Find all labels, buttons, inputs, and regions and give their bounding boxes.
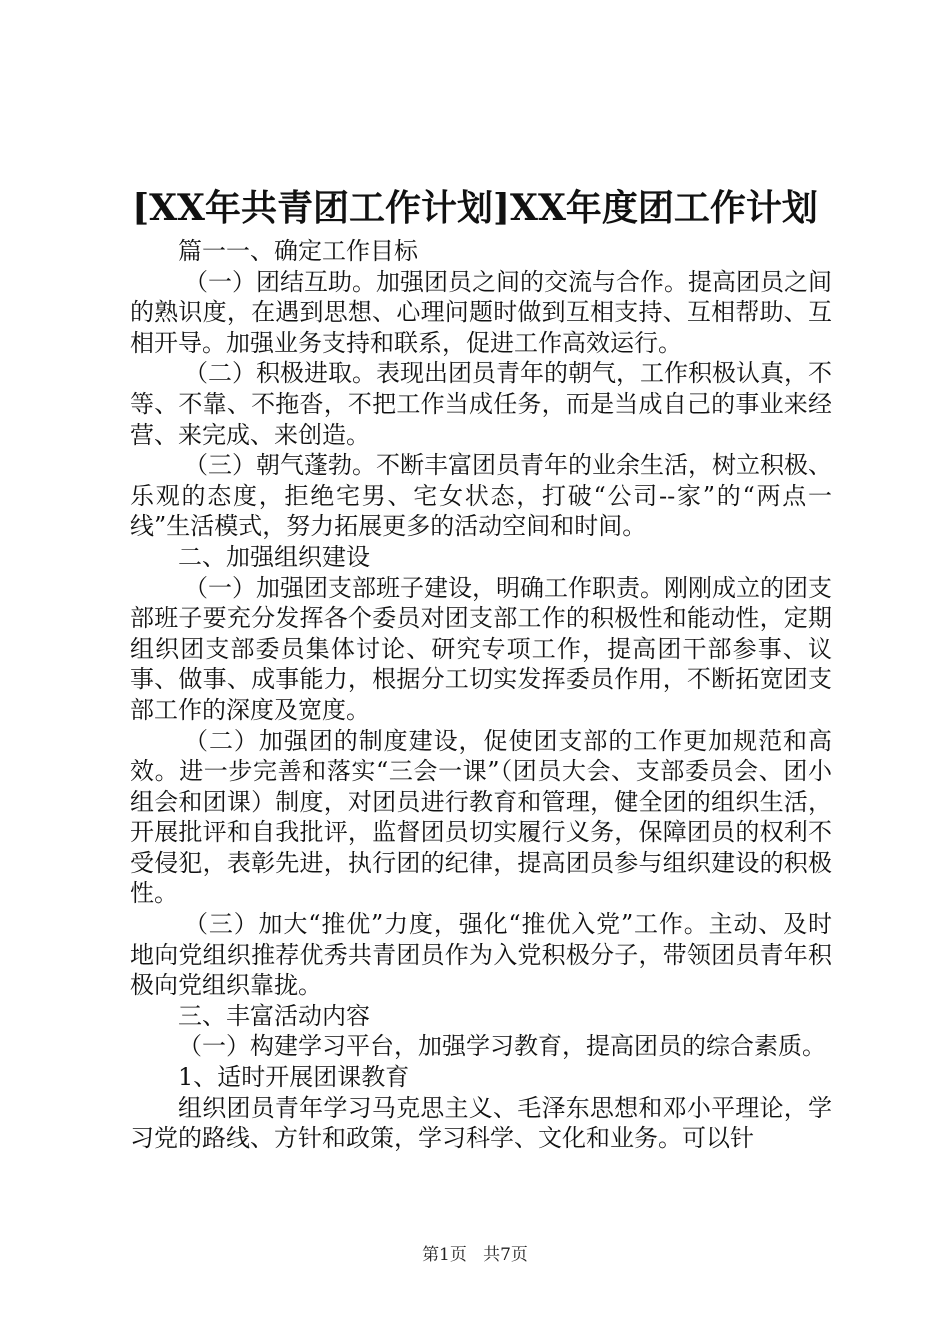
paragraph: （一）团结互助。加强团员之间的交流与合作。提高团员之间的熟识度，在遇到思想、心理问题时做到互相支持、互相帮助、互相开导。加强业务支持和联系，促进工作高效运行。 <box>130 267 832 357</box>
paragraph: 1、适时开展团课教育 <box>178 1063 410 1092</box>
page-total: 共7页 <box>483 1245 528 1265</box>
paragraph: （一）构建学习平台，加强学习教育，提高团员的综合素质。 <box>178 1032 826 1061</box>
paragraph: （二）积极进取。表现出团员青年的朝气，工作积极认真，不等、不靠、不拖沓，不把工作当成任务，而是当成自己的事业来经营、来完成、来创造。 <box>130 359 832 449</box>
paragraph: 三、丰富活动内容 <box>178 1001 370 1030</box>
paragraph: 篇一一、确定工作目标 <box>178 237 418 265</box>
paragraph: （三）朝气蓬勃。不断丰富团员青年的业余生活，树立积极、乐观的态度，拒绝宅男、宅女状态，打破“公司--家”的“两点一线”生活模式，努力拓展更多的活动空间和时间。 <box>130 451 832 541</box>
paragraph: （一）加强团支部班子建设，明确工作职责。刚刚成立的团支部班子要充分发挥各个委员对团支部工作的积极性和能动性，定期组织团支部委员集体讨论、研究专项工作，提高团干部参事、议事、做事、成事能力，根据分工切实发挥委员作用，不断拓宽团支部工作的深度及宽度。 <box>130 573 832 724</box>
document-body <box>130 236 832 1154</box>
page-number: 第1页 <box>422 1245 467 1265</box>
paragraph: 二、加强组织建设 <box>178 542 370 571</box>
paragraph: （三）加大“推优”力度，强化“推优入党”工作。主动、及时地向党组织推荐优秀共青团员作为入党积极分子，带领团员青年积极向党组织靠拢。 <box>130 910 832 1000</box>
paragraph: 组织团员青年学习马克思主义、毛泽东思想和邓小平理论，学习党的路线、方针和政策，学习科学、文化和业务。可以针 <box>130 1093 832 1153</box>
paragraph: （二）加强团的制度建设，促使团支部的工作更加规范和高效。进一步完善和落实“三会一课”（团员大会、支部委员会、团小组会和团课）制度，对团员进行教育和管理，健全团的组织生活，开展批评和自我批评，监督团员切实履行义务，保障团员的权利不受侵犯，表彰先进，执行团的纪律，提高团员参与组织建设的积极性。 <box>130 726 832 908</box>
document-title: [XX年共青团工作计划]XX年度团工作计划 <box>132 187 818 229</box>
page-footer <box>0 1244 950 1266</box>
